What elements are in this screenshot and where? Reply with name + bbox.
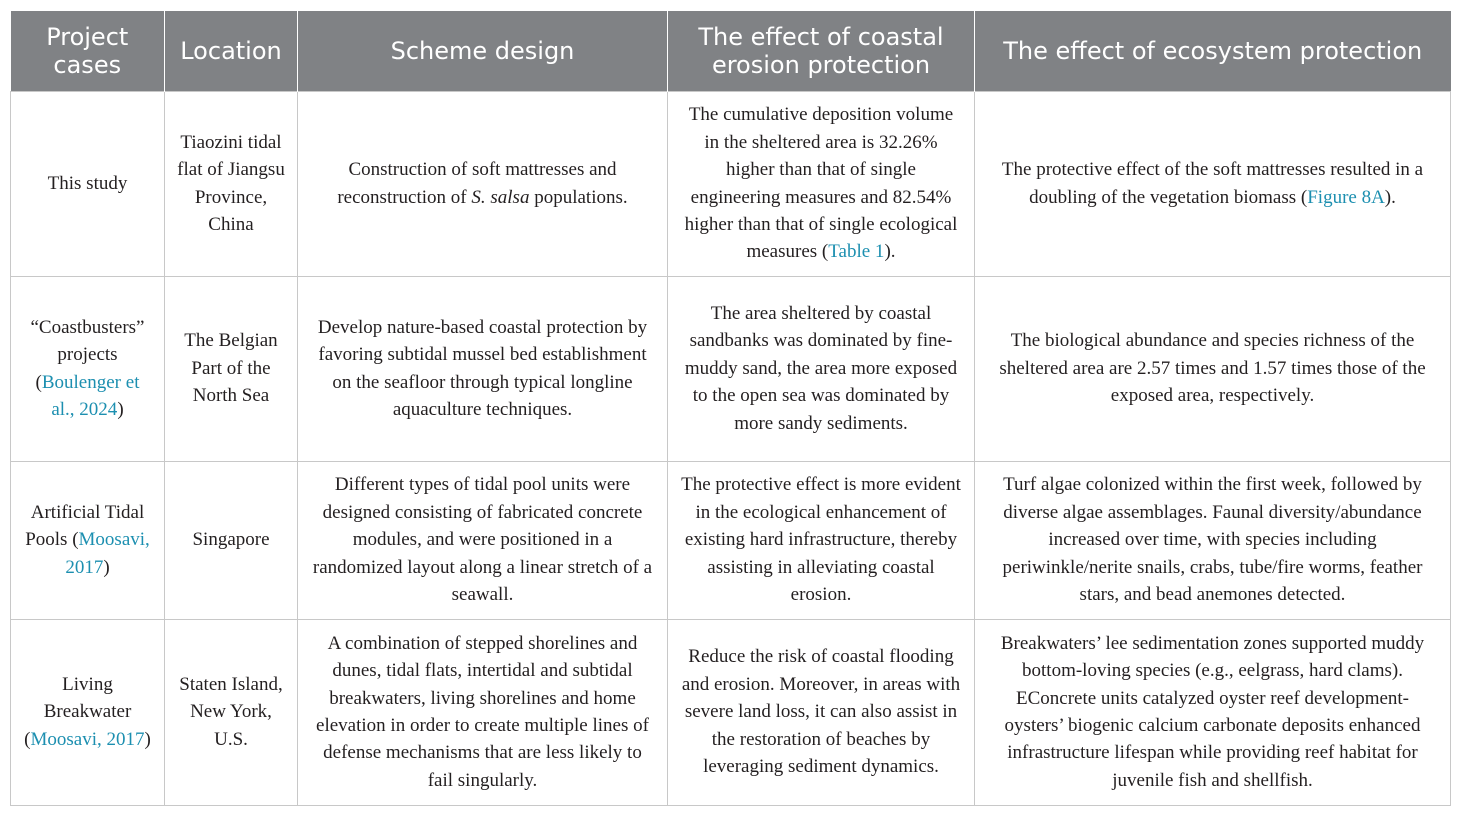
table-row (11, 91, 1451, 276)
ecosystem-cell (975, 91, 1451, 276)
project-name: Artificial Tidal Pools (25, 501, 145, 551)
species-name: S. salsa (471, 186, 530, 208)
location-cell (165, 276, 298, 461)
header-project-cases: Project cases (11, 11, 165, 91)
citation-link[interactable]: Boulenger et al., 2024 (41, 371, 140, 420)
table-1-link[interactable]: Table 1 (828, 241, 885, 263)
header-erosion-effect: The effect of coastal erosion protection (668, 11, 975, 91)
scheme-text-pre: Construction of soft mattresses and reconstruction of (337, 159, 617, 208)
ecosystem-cell (975, 276, 1451, 461)
location-cell (165, 461, 298, 619)
location-text: Staten Island, New York, U.S. (179, 673, 283, 750)
erosion-text: The area sheltered by coastal sandbanks was dominated by fine-muddy sand, the area more exposed to the open sea was dominated by more sandy sediments. (684, 302, 958, 434)
eco-text-close: ). (1384, 186, 1396, 208)
comparison-table (10, 11, 1451, 806)
location-cell (165, 91, 298, 276)
citation-link[interactable]: Moosavi, 2017 (65, 529, 150, 578)
eco-text: Turf algae colonized within the first week, followed by diverse algae assemblages. Faunal diversity/abundance increased over time, with species including periwinkle/nerite snails, crabs, tube/fire worms, feather stars, and bead anemones detected. (1002, 474, 1423, 606)
erosion-text: Reduce the risk of coastal flooding and erosion. Moreover, in areas with severe land loss, it can also assist in the restoration of beaches by leveraging sediment dynamics. (681, 646, 961, 778)
erosion-cell (668, 91, 975, 276)
header-row (11, 11, 1451, 91)
figure-8a-link[interactable]: Figure 8A (1307, 186, 1385, 208)
project-cell: “Coastbusters” projects (Boulenger et al., 2024) (11, 276, 165, 461)
ecosystem-cell (975, 461, 1451, 619)
erosion-cell (668, 461, 975, 619)
project-name: This study (47, 172, 128, 194)
scheme-text: Different types of tidal pool units were designed consisting of fabricated concrete modules, and were positioned in a randomized layout along a linear stretch of a seawall. (312, 474, 653, 606)
project-cell: Living Breakwater (Moosavi, 2017) (11, 619, 165, 805)
project-cell (11, 91, 165, 276)
header-scheme-design: Scheme design (298, 11, 668, 91)
eco-text: Breakwaters’ lee sedimentation zones supported muddy bottom-loving species (e.g., eelgrass, hard clams). EConcrete units catalyzed oyster reef development-oysters’ biogenic calcium carbonate deposits enhanced infrastructure lifespan while providing reef habitat for juvenile fish and shellfish. (1000, 632, 1425, 791)
table-row (11, 461, 1451, 619)
project-cell: Artificial Tidal Pools (Moosavi, 2017) (11, 461, 165, 619)
header-location: Location (165, 11, 298, 91)
scheme-cell (298, 276, 668, 461)
erosion-cell (668, 619, 975, 805)
eco-text: The biological abundance and species richness of the sheltered area are 2.57 times and 1.57 times those of the exposed area, respectively. (999, 330, 1426, 407)
scheme-text: A combination of stepped shorelines and dunes, tidal flats, intertidal and subtidal breakwaters, living shorelines and home elevation in order to create multiple lines of defense mechanisms that are less likely to fail singularly. (316, 632, 649, 791)
erosion-text: The cumulative deposition volume in the sheltered area is 32.26% higher than that of single engineering measures and 82.54% higher than that of single ecological measures ( (684, 104, 958, 263)
location-text: Singapore (192, 529, 270, 551)
citation-link[interactable]: Moosavi, 2017 (30, 728, 145, 750)
ecosystem-cell (975, 619, 1451, 805)
table-row (11, 276, 1451, 461)
eco-text: The protective effect of the soft mattresses resulted in a doubling of the vegetation biomass ( (1001, 159, 1424, 208)
table-row (11, 619, 1451, 805)
scheme-cell (298, 91, 668, 276)
erosion-text-close: ). (884, 241, 896, 263)
erosion-text: The protective effect is more evident in the ecological enhancement of existing hard infrastructure, thereby assisting in alleviating coastal erosion. (681, 474, 961, 606)
scheme-cell (298, 619, 668, 805)
location-text: The Belgian Part of the North Sea (184, 330, 278, 407)
project-name: Living Breakwater (43, 673, 132, 723)
header-ecosystem-effect: The effect of ecosystem protection (975, 11, 1451, 91)
project-name: “Coastbusters” projects (30, 316, 145, 366)
scheme-text-post: populations. (529, 186, 628, 208)
scheme-cell (298, 461, 668, 619)
location-text: Tiaozini tidal flat of Jiangsu Province, China (177, 131, 285, 235)
location-cell (165, 619, 298, 805)
scheme-text: Develop nature-based coastal protection by favoring subtidal mussel bed establishment on the seafloor through typical longline aquaculture techniques. (317, 316, 648, 420)
erosion-cell (668, 276, 975, 461)
